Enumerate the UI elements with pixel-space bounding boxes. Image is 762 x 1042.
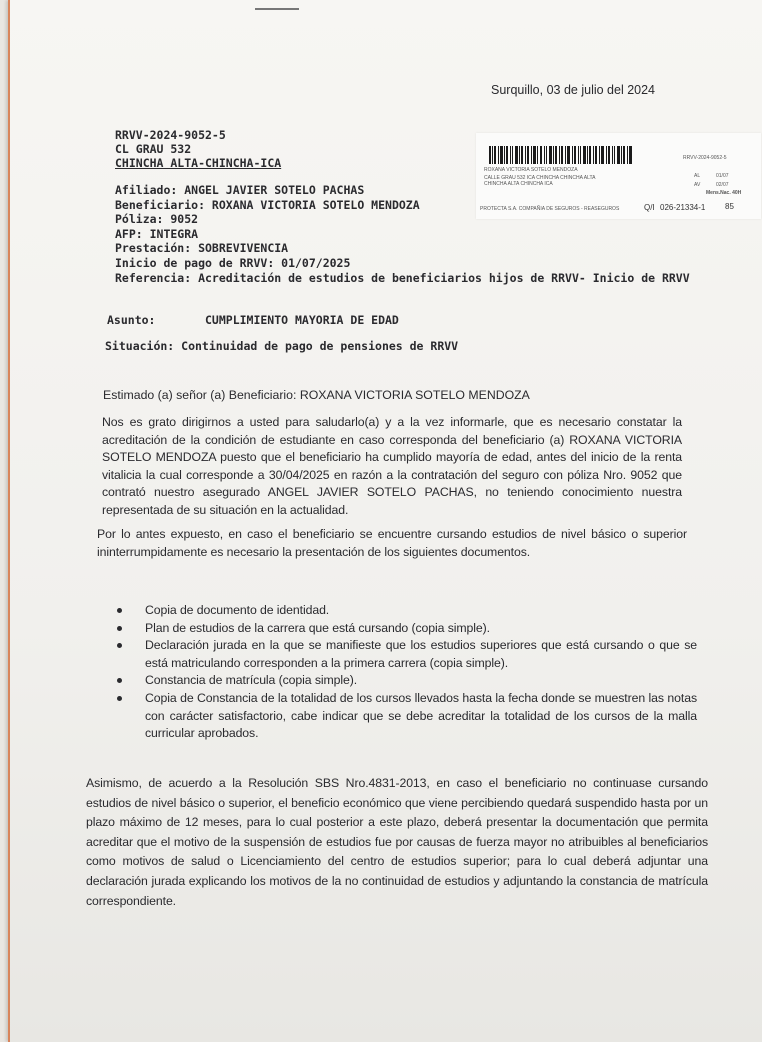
inicio-pago-line: Inicio de pago de RRVV: 01/07/2025 xyxy=(115,255,351,270)
label-ref-3: 85 xyxy=(725,202,734,211)
bullet-icon xyxy=(117,643,122,648)
label-company: PROTECTA S.A. COMPAÑIA DE SEGUROS - REASEGUROS xyxy=(480,206,620,212)
bullet-icon xyxy=(117,608,122,613)
paragraph-requirements: Por lo antes expuesto, en caso el beneficiario se encuentre cursando estudios de nivel básico o superior ininterrumpidamente es necesario la presentación de los siguientes documentos. xyxy=(97,527,687,559)
afiliado-line: Afiliado: ANGEL JAVIER SOTELO PACHAS xyxy=(115,183,365,197)
list-item: Copia de documento de identidad. xyxy=(117,602,697,620)
label-mens: Mens.Nac. 40H xyxy=(706,190,742,196)
barcode-icon xyxy=(489,146,633,164)
label-al: AL xyxy=(694,173,701,179)
staple-mark xyxy=(255,8,299,10)
letter-date: Surquillo, 03 de julio del 2024 xyxy=(491,83,656,97)
list-item: Constancia de matrícula (copia simple). xyxy=(117,672,697,690)
poliza-line: Póliza: 9052 xyxy=(115,212,199,227)
list-item: Copia de Constancia de la totalidad de los cursos llevados hasta la fecha donde se muestren las notas con carácter satisfactorio, cabe indicar que se debe acreditar la totalidad de los cursos de la malla curricular aprobados. xyxy=(117,690,697,743)
bullet-icon xyxy=(117,626,122,631)
situation-line: Situación: Continuidad de pago de pensiones de RRVV xyxy=(105,339,459,353)
subject-value: CUMPLIMIENTO MAYORIA DE EDAD xyxy=(205,313,399,327)
label-address-2: CHINCHA ALTA CHINCHA ICA xyxy=(484,181,553,187)
prestacion-line: Prestación: SOBREVIVENCIA xyxy=(115,241,289,256)
bullet-icon xyxy=(117,696,122,701)
label-al-value: 01/07 xyxy=(716,173,729,179)
beneficiario-line: Beneficiario: ROXANA VICTORIA SOTELO MENDOZA xyxy=(115,197,420,212)
label-av: AV xyxy=(694,182,701,188)
label-code: RRVV-2024-9052-5 xyxy=(683,155,727,161)
list-item: Plan de estudios de la carrera que está cursando (copia simple). xyxy=(117,620,697,638)
afp-line: AFP: INTEGRA xyxy=(115,226,199,241)
subject-label: Asunto: xyxy=(107,313,156,327)
page-edge xyxy=(8,0,10,1042)
recipient-address xyxy=(115,128,281,170)
paragraph-resolution: Asimismo, de acuerdo a la Resolución SBS Nro.4831-2013, en caso el beneficiario no continuase cursando estudios de nivel básico o superior, el beneficio económico que viene percibiendo quedará suspendido hasta por un plazo máximo de 12 meses, para lo cual posterior a este plazo, deberá presentar la documentación que permita acreditar que el motivo de la suspensión de estudios fue por causas de fuerza mayor no atribuibles al beneficiarios como motivos de salud o Licenciamiento del centro de estudios superior; para lo cual deberá adjuntar una declaración jurada explicando los motivos de la no continuidad de estudios y adjuntando la constancia de matrícula correspondiente. xyxy=(86,776,708,908)
list-item: Declaración jurada en la que se manifieste que los estudios superiores que está cursando o que se está matriculando corresponden a la primera carrera (copia simple). xyxy=(117,637,697,672)
address-line-street: CL GRAU 532 xyxy=(115,142,192,156)
referencia-line: Referencia: Acreditación de estudios de beneficiarios hijos de RRVV- Inicio de RRVV xyxy=(115,270,690,285)
label-ref-2: 026-21334-1 xyxy=(660,203,706,212)
label-address-1: CALLE GRAU 532 ICA CHINCHA CHINCHA ALTA xyxy=(484,175,596,181)
label-ref-1: Q/I xyxy=(644,203,655,212)
label-name: ROXANA VICTORIA SOTELO MENDOZA xyxy=(484,167,578,173)
bullet-icon xyxy=(117,678,122,683)
paragraph-intro: Nos es grato dirigirnos a usted para saludarlo(a) y a la vez informarle, que es necesario constatar la acreditación de la condición de estudiante en caso corresponda del beneficiario (a) ROXANA VICTORIA SOTELO MENDOZA puesto que el beneficiario ha cumplido mayoría de edad, antes del inicio de la renta vitalicia la cual corresponde a 30/04/2025 en razón a la contratación del seguro con póliza Nro. 9052 que contrató nuestro asegurado ANGEL JAVIER SOTELO PACHAS, no teniendo conocimiento nuestra representada de su situación en la actualidad. xyxy=(102,415,682,517)
label-av-value: 02/07 xyxy=(716,182,729,188)
greeting: Estimado (a) señor (a) Beneficiario: ROXANA VICTORIA SOTELO MENDOZA xyxy=(103,388,530,402)
address-line-code: RRVV-2024-9052-5 xyxy=(115,128,226,142)
document-list xyxy=(117,602,697,743)
address-line-city: CHINCHA ALTA-CHINCHA-ICA xyxy=(115,156,282,170)
policy-details xyxy=(115,183,690,285)
subject-line xyxy=(107,313,399,327)
